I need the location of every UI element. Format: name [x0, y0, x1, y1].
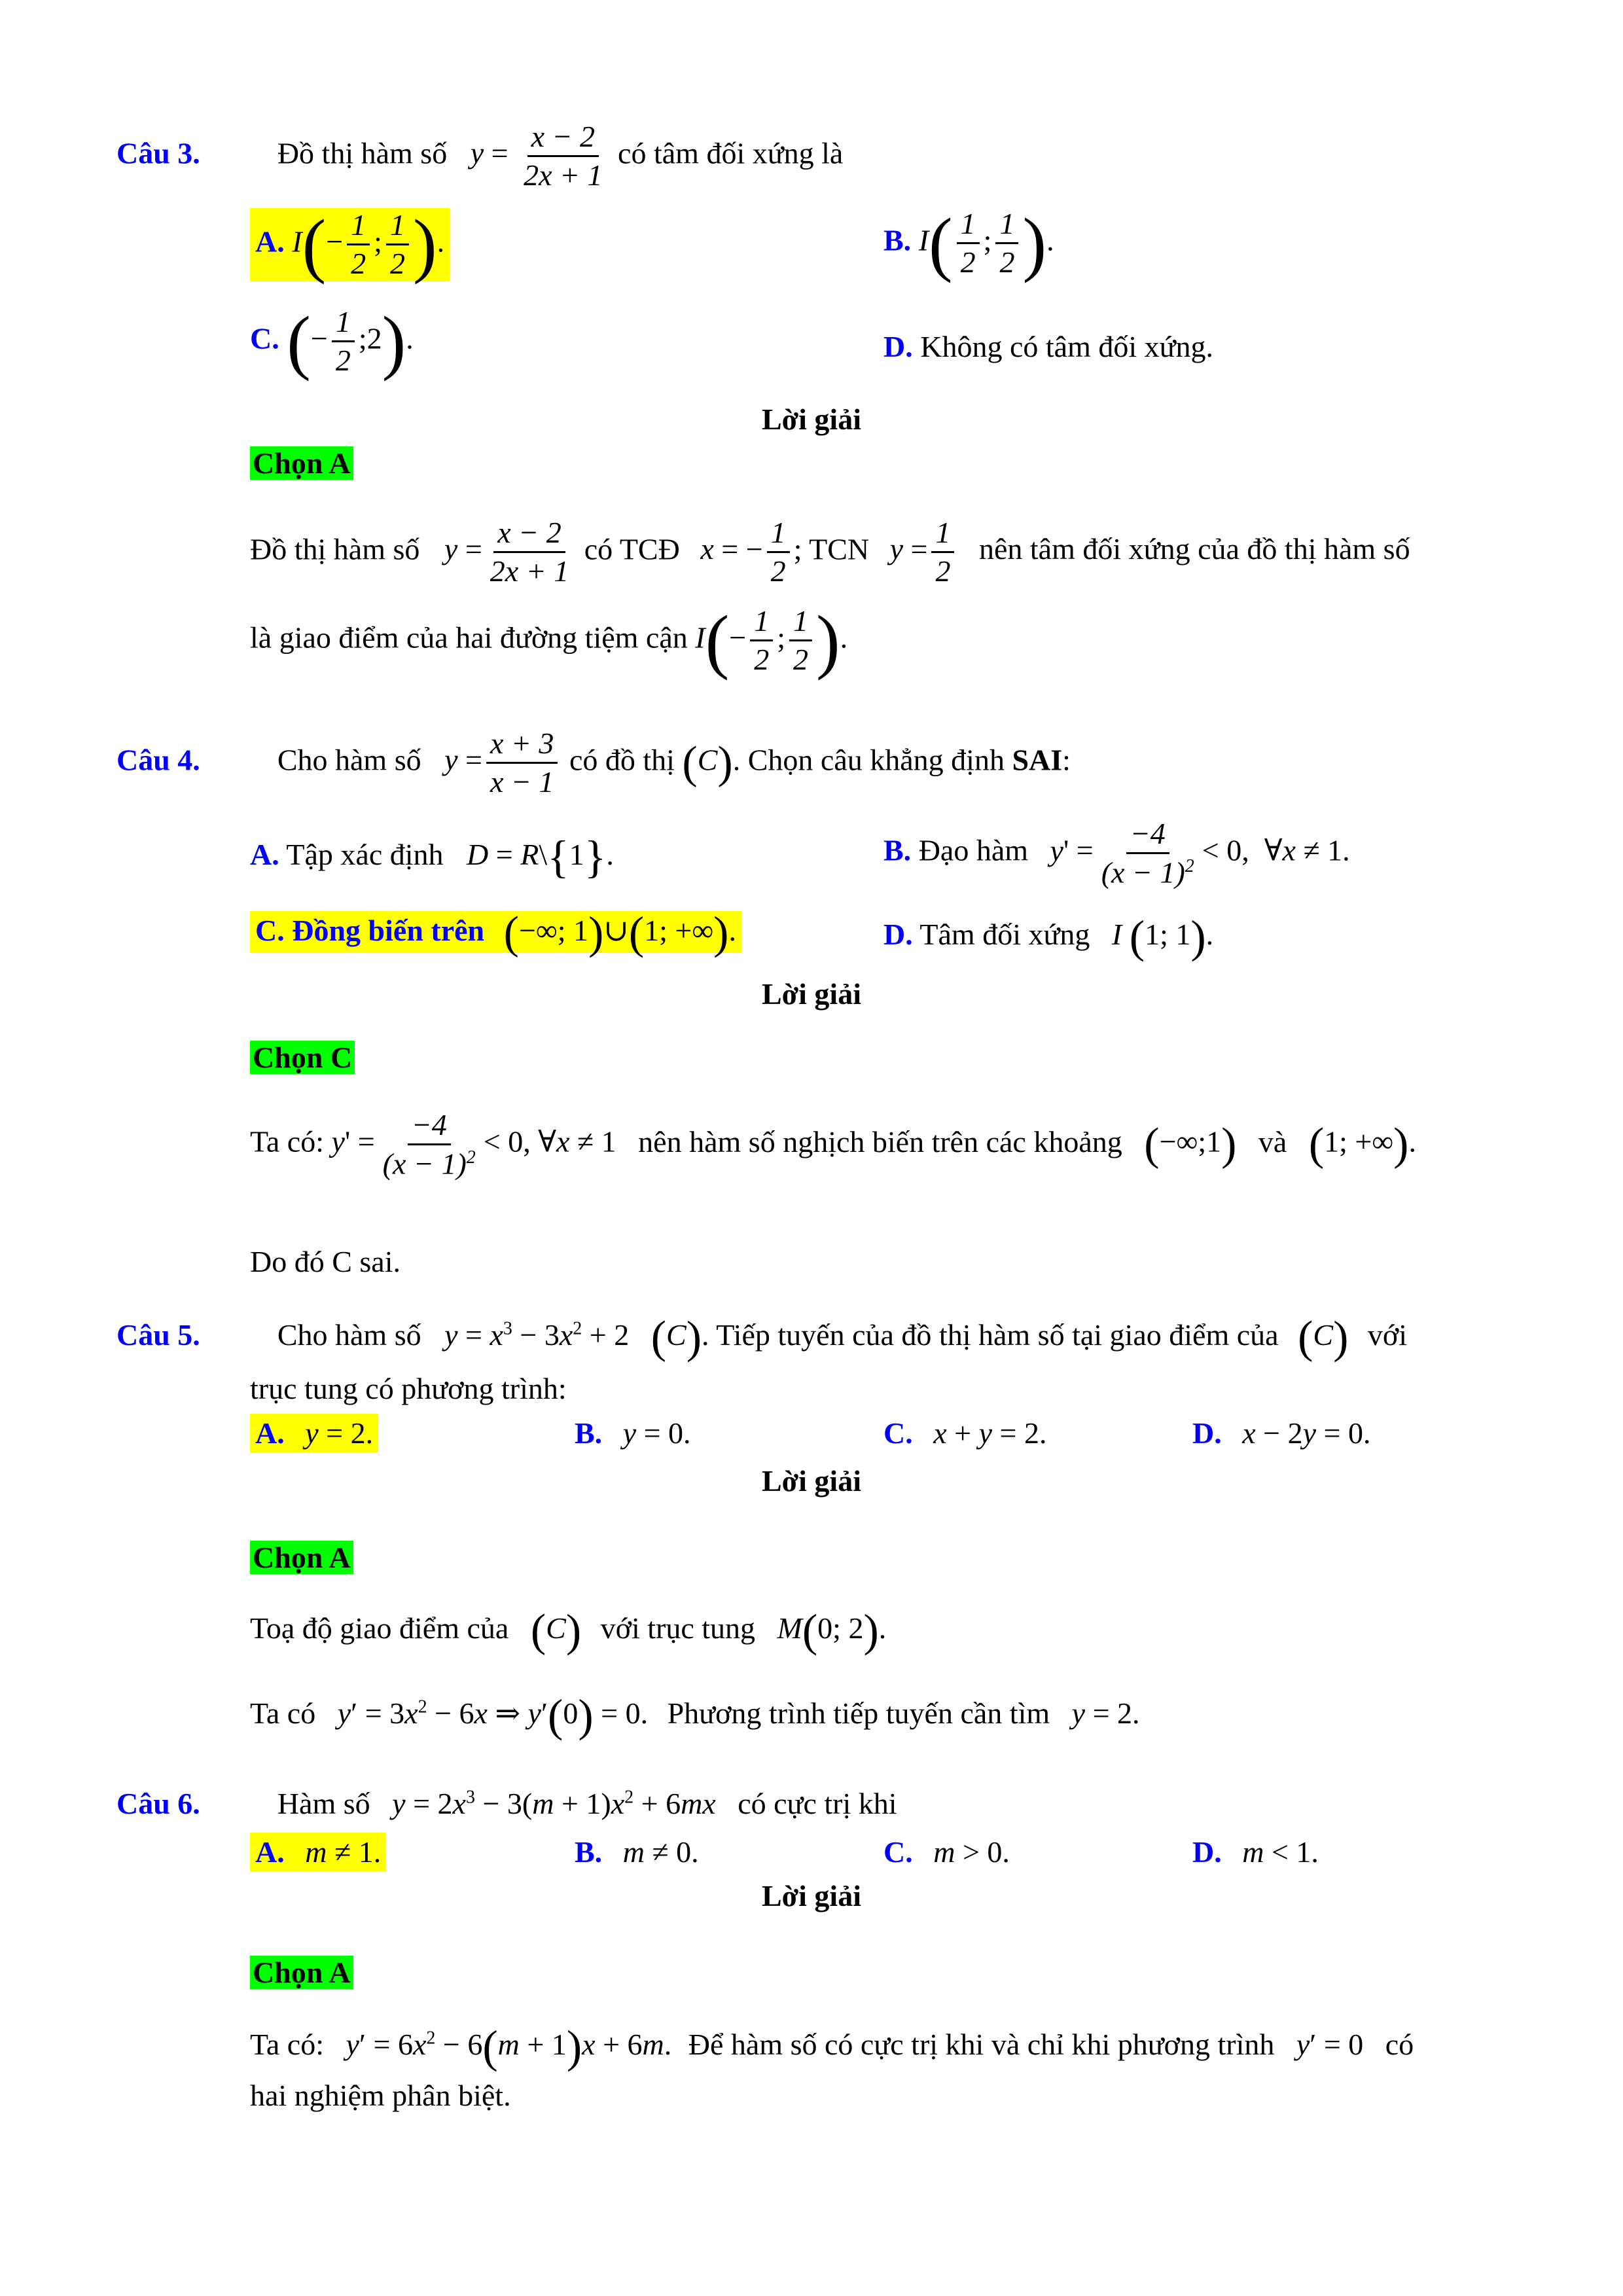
q5-stem: Câu 5. Cho hàm số $y = x^3 - 3x^2 + 2$ (C). Tiếp tuyến của đồ thị hàm số tại giao điểm của (C) với — [116, 1312, 1407, 1363]
q6-explanation-line2: hai nghiệm phân biệt. — [250, 2079, 511, 2112]
q5-solution-title: Lời giải — [762, 1464, 861, 1498]
q6-stem: Câu 6. Hàm số $y = 2x^3 - 3(m + 1)x^2 + 6mx$ có cực trị khi — [116, 1787, 897, 1820]
q4-option-c: C. Đồng biến trên (−∞; 1)∪(1; +∞). — [250, 911, 741, 953]
q4-explanation-line1: Ta có: y' = $\frac{-4}{(x - 1)^2}$ < 0, ∀x ≠ 1 nên hàm số nghịch biến trên các khoảng (−∞;1) và (1; +∞). — [250, 1108, 1416, 1181]
q5-option-d: D. x − 2y = 0. — [1192, 1416, 1371, 1450]
q6-option-d: D. m < 1. — [1192, 1835, 1319, 1869]
q5-chosen: Chọn A — [250, 1539, 353, 1575]
q6-label: Câu 6. — [116, 1787, 200, 1820]
q3-explanation-line2: là giao điểm của hai đường tiệm cận I(− $\frac{1}{2}$ ; $\frac{1}{2}$ ). — [250, 600, 848, 681]
q4-label: Câu 4. — [116, 743, 200, 777]
q3-chosen: Chọn A — [250, 445, 353, 481]
q4-option-b: B. Đạo hàm y' = $\frac{-4}{(x - 1)^2}$ < 0, ∀x ≠ 1. — [883, 817, 1350, 889]
q6-explanation-line1: Ta có: $y' = 6x^2 - 6(m + 1)x + 6m$. Để hàm số có cực trị khi và chỉ khi phương trình y′ = 0 có — [250, 2022, 1414, 2073]
q6-option-a: A. m ≠ 1. — [250, 1833, 386, 1871]
q5-option-b: B. y = 0. — [575, 1416, 691, 1450]
q3-solution-title: Lời giải — [762, 403, 861, 436]
q3-option-a: A. I(− $\frac{1}{2}$ ; $\frac{1}{2}$ ). — [250, 208, 450, 281]
q6-solution-title: Lời giải — [762, 1879, 861, 1912]
q4-explanation-line2: Do đó C sai. — [250, 1245, 401, 1278]
q4-option-a: A. Tập xác định D = R\{1}. — [250, 832, 614, 883]
q3-text-pre: Đồ thị hàm số — [277, 136, 448, 170]
q5-option-c: C. x + y = 2. — [883, 1416, 1047, 1450]
q5-label: Câu 5. — [116, 1318, 200, 1352]
q5-explanation-line1: Toạ độ giao điểm của (C) với trục tung M(0; 2). — [250, 1605, 887, 1657]
q3-explanation-line1: Đồ thị hàm số y = $\frac{x - 2}{2x + 1}$ có TCĐ x = − $\frac{1}{2}$ ; TCN y = $\frac{1}{2}$ nên tâm đối xứng của đồ thị hàm số — [250, 516, 1410, 588]
q4-stem: Câu 4. Cho hàm số y = $\frac{x + 3}{x - 1}$ có đồ thị (C). Chọn câu khẳng định SAI: — [116, 726, 1071, 799]
q3-label: Câu 3. — [116, 136, 200, 170]
q5-option-a: A. y = 2. — [250, 1414, 378, 1452]
q6-option-c: C. m > 0. — [883, 1835, 1010, 1869]
q3-option-d: D. Không có tâm đối xứng. — [883, 330, 1214, 363]
q3-text-post: có tâm đối xứng là — [618, 136, 844, 170]
q5-explanation-line2: Ta có $y' = 3x^2 - 6x$ ⇒ y′(0) = 0. Phương trình tiếp tuyến cần tìm y = 2. — [250, 1691, 1140, 1742]
q6-option-b: B. m ≠ 0. — [575, 1835, 699, 1869]
q4-chosen: Chọn C — [250, 1039, 355, 1075]
q3-option-b: B. I( $\frac{1}{2}$ ; $\frac{1}{2}$ ). — [883, 203, 1054, 283]
q4-solution-title: Lời giải — [762, 977, 861, 1011]
q6-chosen: Chọn A — [250, 1954, 353, 1990]
q3-option-c: C. (− $\frac{1}{2}$ ;2). — [250, 301, 414, 382]
q3-stem: Câu 3. Đồ thị hàm số y = $\frac{x - 2}{2x + 1}$ có tâm đối xứng là — [116, 120, 844, 192]
q4-option-d: D. Tâm đối xứng I (1; 1). — [883, 912, 1214, 963]
q5-stem-line2: trục tung có phương trình: — [250, 1372, 567, 1405]
